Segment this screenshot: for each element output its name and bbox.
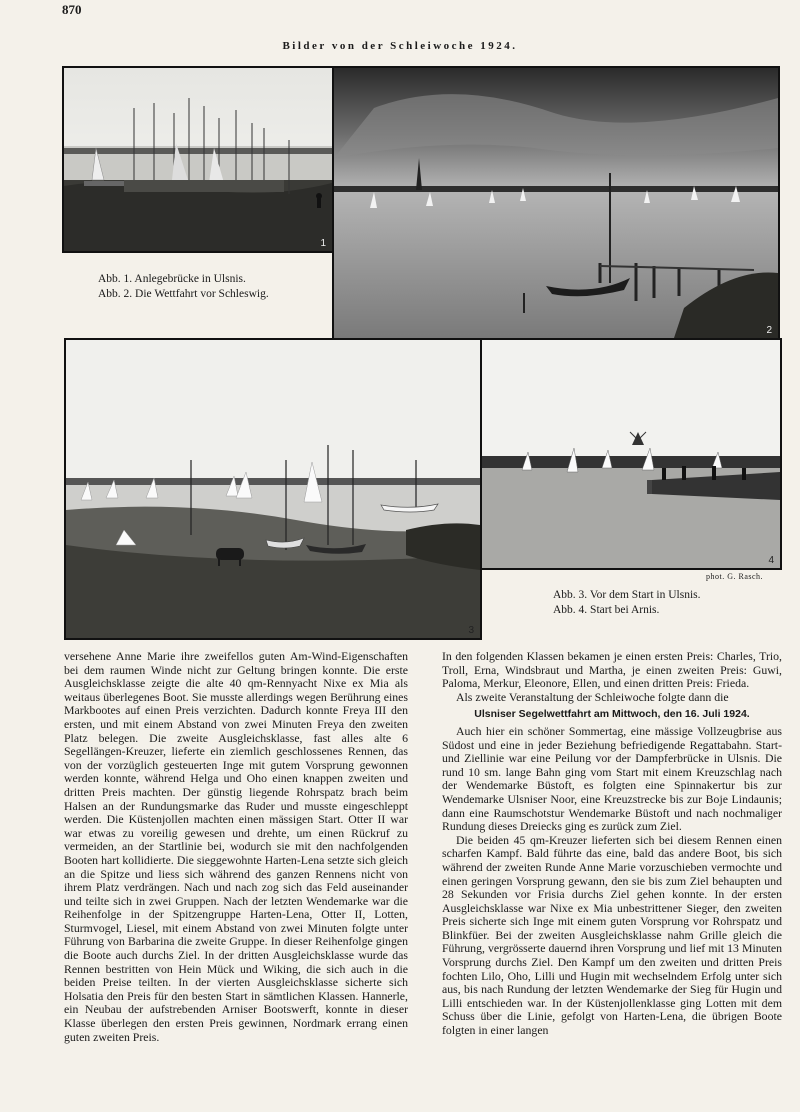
photo-number: 4 [768,555,774,566]
photo-number: 1 [320,238,326,249]
caption-abb-4: Abb. 4. Start bei Arnis. [553,604,660,616]
left-text-column [64,650,408,1044]
photo-credit: phot. G. Rasch. [706,572,764,581]
photo-number: 3 [468,625,474,636]
section-subheading: Ulsniser Segelwettfahrt am Mittwoch, den 16. Juli 1924. [474,708,750,721]
left-paragraph: versehene Anne Marie ihre zweifellos guten Am-Wind-Eigenschaften bei dem raumen Winde nicht zur Geltung bringen konnte. Die erste Ausgleichsklasse zeigte die alte 40 qm-Rennyacht Nixe ex Mia als weitaus überlegenes Boot. Sie musste allerdings wegen Berührung eines Markbootes auf einen Preis verzichten. Dadurch konnte Freya III den ersten, und mit einem Abstand von zwei Minuten Freya den zweiten Platz belegen. Die zweite Ausgleichsklasse, fast alles alte 6 Segellängen-Kreuzer, lieferte ein ziemlich geschlossenes Rennen, das von der vorzüglich gesteuerten Inge mit gutem Vorsprung gewonnen werden konnte, während Helga und Oho einen knappen zweiten und dritten Preis machten. Der günstig liegende Rohrspatz brach beim Halsen an der Rundungsmarke das Ruder und musste eingeschleppt werden. Die Küstenjollen machten einen mässigen Start. Otter II war war etwas zu voreilig gewesen und drehte, um einen Rückruf zu vermeiden, an der Startlinie bei, wodurch sie mit den nachfolgenden Booten hart kollidierte. Die sieggewohnte Harten-Lena setzte sich gleich an die Spitze und liess sich während des ganzen Rennens nicht von ihrem Platz verdrängen. Nach und nach zog sich das Feld auseinander und teilte sich in zwei Gruppen. Nach der letzten Wendemarke war die Reihenfolge in der Spitzengruppe Harten-Lena, Otter II, Lotten, Sturmvogel, Liesel, mit einem Abstand von zwei Minuten folgte unter Führung von Barbarina die zweite Gruppe. In dieser Reihenfolge gingen die Boote auch durchs Ziel. In der dritten Ausgleichsklasse wurde das Rennen bestritten von Hein Mück und Wiking, die sich auch in die beiden Preise teilten. In der vierten Ausgleichsklasse sicherte sich Holsatia den Preis für den besten Start in sämtlichen Klassen. Hannerle, ein Neubau der aufstrebenden Arniser Bootswerft, konnte in dieser Klasse überlegen den ersten Preis gewinnen, Nordmark errang einen guten zweiten Preis. [64,649,408,1044]
start-arnis-photo [480,338,782,570]
caption-abb-1: Abb. 1. Anlegebrücke in Ulsnis. [98,273,246,285]
start-arnis-photo-icon [482,340,780,568]
page-number: 870 [62,2,82,17]
harbor-photo-icon [64,68,332,251]
regatta-photo [332,66,780,340]
caption-top [98,272,269,302]
right-paragraph-4: Die beiden 45 qm-Kreuzer lieferten sich bei diesem Rennen einen scharfen Kampf. Bald führte das eine, bald das andere Boot, bis sich während der zweiten Runde Anne Marie vorzuschieben vermochte und einen geringen Vorsprung gewann, den sie bis zum Ziel behaupten und 28 Sekunden vor Frisia durchs Ziel gehen konnte. In der ersten Ausgleichsklasse war Nixe ex Mia unbestrittener Sieger, den zweiten Preis sicherte sich Inge mit einem guten Vorsprung vor Rohrspatz und Blinkfüer. Bei der zweiten Ausgleichsklasse nahm Grille gleich die Führung, vergrösserte dauernd ihren Vorsprung und lief mit 13 Minuten Vorsprung durchs Ziel. Den Kampf um den zweiten und dritten Preis fochten Lilo, Oho, Lilli und Hugin mit wechselndem Erfolg unter sich aus, bis nach Rundung der letzten Wendemarke der Sieg für Hugin und Lilli entschieden war. In der Küstenjollenklasse ging Lotten mit dem Schuss über die Linie, gefolgt von Harten-Lena, die übrigen Boote folgten in einer langen [442,832,782,1038]
right-paragraph-1: In den folgenden Klassen bekamen je einen ersten Preis: Charles, Trio, Troll, Erna, Windsbraut und Martha, je einen zweiten Preis: Guwi, Paloma, Merkur, Eleonore, Ellen, und einen dritten Preis: Frieda. [442,649,782,691]
shore-boats-photo [64,338,482,640]
caption-abb-3: Abb. 3. Vor dem Start in Ulsnis. [553,589,701,601]
regatta-photo-icon [334,68,778,338]
page-title: Bilder von der Schleiwoche 1924. [282,40,518,52]
right-paragraph-3: Auch hier ein schöner Sommertag, eine mässige Vollzeugbrise aus Südost und eine in jeder Beziehung befriedigende Regattabahn. Start- und Ziellinie war eine Peilung vor der Dampferbrücke in Ulsnis. Die rund 10 sm. lange Bahn ging vom Start mit einem Kreuzschlag nach der Wendemarke Büstoft, es folgten eine Spinnakertur bis zur Wendemarke Ulsniser Noor, eine Kreuzstrecke bis zur Boje Lindaunis; dann eine Raumschotstur Wendemarke Büstoft und nach nochmaliger Rundung dieses Dreiecks ging es zurück zum Ziel. [442,723,782,834]
caption-bottom [553,588,700,618]
right-text-column [442,650,782,1038]
caption-abb-2: Abb. 2. Die Wettfahrt vor Schleswig. [98,288,269,300]
shore-boats-photo-icon [66,340,480,638]
photo-number: 2 [766,325,772,336]
harbor-photo [62,66,334,253]
right-paragraph-2: Als zweite Veranstaltung der Schleiwoche folgte dann die [456,689,729,704]
